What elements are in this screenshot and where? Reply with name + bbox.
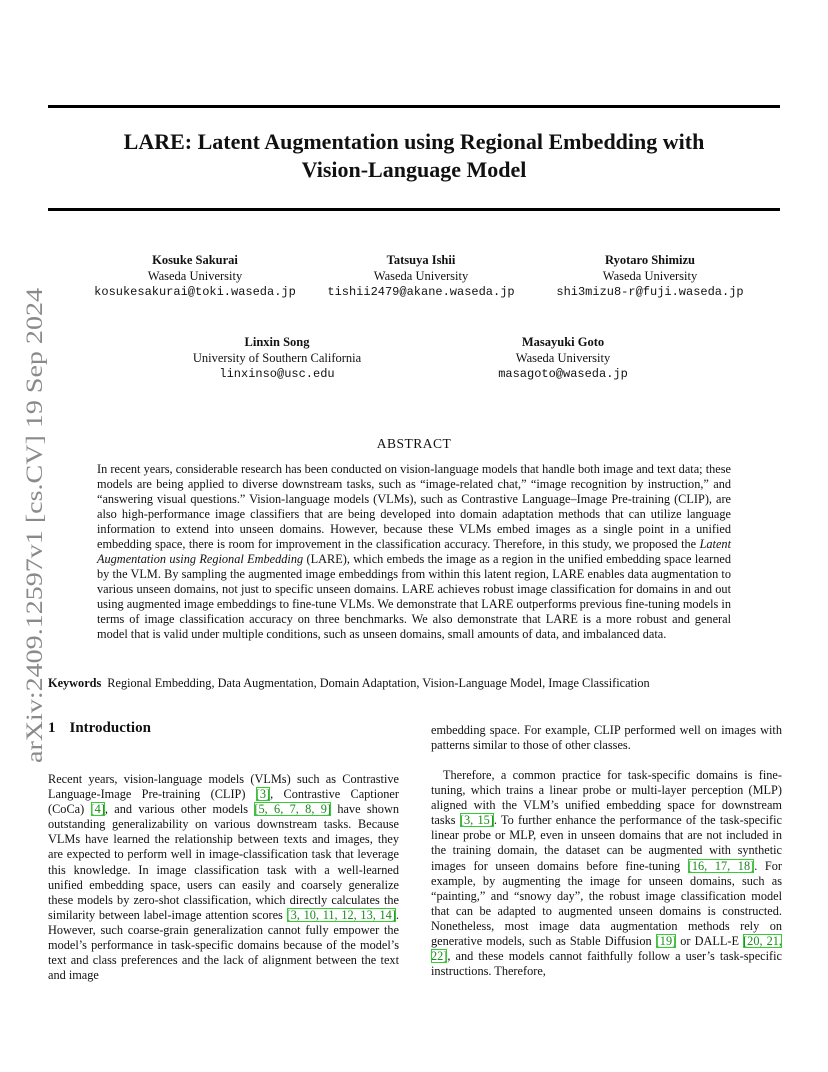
author-block bbox=[311, 252, 531, 300]
author-block bbox=[167, 334, 387, 382]
abstract-method-name: Latent Augmentation using Regional Embedding bbox=[97, 537, 731, 566]
author-affiliation: Waseda University bbox=[602, 269, 698, 283]
author-email[interactable]: masagoto@waseda.jp bbox=[498, 367, 628, 381]
author-name: Kosuke Sakurai bbox=[152, 253, 238, 267]
arxiv-stamp bbox=[12, 285, 52, 765]
section-title: Introduction bbox=[69, 720, 151, 736]
citation-link[interactable]: [19] bbox=[655, 934, 677, 949]
paragraph-text: Therefore, a common practice for task-specific domains is fine-tuning, which trains a linear probe or multi-layer perception (MLP) aligned with the VLM’s unified embedding space for downstream tasks bbox=[431, 768, 782, 828]
intro-paragraph bbox=[48, 772, 399, 983]
citation-link[interactable]: [16, 17, 18] bbox=[687, 858, 755, 873]
author-affiliation: Waseda University bbox=[373, 269, 469, 283]
paragraph-text: or DALL-E bbox=[676, 934, 744, 949]
keywords-line bbox=[48, 676, 780, 691]
author-email[interactable]: shi3mizu8-r@fuji.waseda.jp bbox=[556, 285, 744, 299]
author-name: Masayuki Goto bbox=[521, 335, 605, 349]
author-block bbox=[540, 252, 760, 300]
author-name: Linxin Song bbox=[244, 335, 310, 349]
author-affiliation: Waseda University bbox=[515, 351, 611, 365]
paragraph-text: , and these models cannot faithfully follow a user’s task-specific instructions. Therefore, bbox=[431, 949, 782, 979]
abstract-body bbox=[97, 462, 731, 642]
paragraph-text: Recent years, vision-language models (VLMs) such as Contrastive Language-Image Pre-training (CLIP) bbox=[48, 772, 399, 802]
top-rule bbox=[48, 105, 780, 108]
title-bottom-rule bbox=[48, 208, 780, 211]
author-email[interactable]: kosukesakurai@toki.waseda.jp bbox=[94, 285, 296, 299]
abstract-heading: ABSTRACT bbox=[376, 436, 452, 451]
citation-link[interactable]: [4] bbox=[90, 802, 105, 817]
title-line-2: Vision-Language Model bbox=[301, 157, 527, 182]
paragraph-text: have shown outstanding generalizability on various downstream tasks. Because VLMs have learned the relationship between texts and images, they are expected to perform well in image-classification task that leverage this knowledge. In image classification task with a well-learned unified embedding space, users can easily and coarsely generalize these models by zero-shot classification, which directly calculates the similarity between label-image attention scores bbox=[48, 802, 399, 922]
paragraph-text: , and various other models bbox=[104, 802, 255, 817]
abstract-text-part: (LARE), which embeds the image as a region in the unified embedding space learned by the VLM. By sampling the augmented image embeddings from within this latent region, LARE enables data augmentation to various unseen domains, not just to specific unseen domains. LARE achieves robust image classification for domains in and out using augmented image embeddings to fine-tune VLMs. We demonstrate that LARE outperforms previous fine-tuning models in terms of image classification accuracy on three benchmarks. We also demonstrate that LARE is a more robust and general model that is valid under multiple conditions, such as unseen domains, small amounts of data, and imbalanced data. bbox=[97, 552, 732, 641]
author-name: Ryotaro Shimizu bbox=[605, 253, 695, 267]
arxiv-stamp-text: arXiv:2409.12597v1 [cs.CV] 19 Sep 2024 bbox=[22, 373, 47, 763]
author-email[interactable]: tishii2479@akane.waseda.jp bbox=[327, 285, 515, 299]
paragraph-text: . For example, by augmenting the image for unseen domains, such as “painting,” and “snowy day”, the robust image classification model that can be adapted to augmented unseen domains is constructed. Nonetheless, most image data augmentation methods rely on generative models, such as Stable Diffusion bbox=[431, 858, 782, 949]
citation-link[interactable]: [3, 15] bbox=[459, 813, 494, 828]
intro-paragraph: embedding space. For example, CLIP performed well on images with patterns similar to those of other classes. bbox=[431, 723, 782, 753]
keywords-list: Regional Embedding, Data Augmentation, Domain Adaptation, Vision-Language Model, Image Classification bbox=[107, 676, 650, 690]
title-line-1: LARE: Latent Augmentation using Regional Embedding with bbox=[123, 129, 705, 154]
author-affiliation: University of Southern California bbox=[192, 351, 362, 365]
author-affiliation: Waseda University bbox=[147, 269, 243, 283]
paragraph-text: , Contrastive Captioner (CoCa) bbox=[48, 787, 399, 817]
paragraph-text: . To further enhance the performance of the task-specific linear probe or MLP, even in unseen domains that are not included in the training domain, the dataset can be augmented with synthetic images for unseen domains before fine-tuning bbox=[431, 813, 782, 873]
author-name: Tatsuya Ishii bbox=[386, 253, 456, 267]
section-heading bbox=[48, 720, 151, 737]
keywords-label: Keywords bbox=[48, 676, 102, 690]
section-number: 1 bbox=[48, 720, 56, 736]
citation-link[interactable]: [3] bbox=[255, 787, 271, 802]
paragraph-text: . However, such coarse-grain generalization cannot fully empower the model’s performance in task-specific domains because of the model’s text and class preferences and the lack of alignment between the text and image bbox=[48, 907, 399, 983]
abstract-text-part: In recent years, considerable research has been conducted on vision-language models that handle both image and text data; these models are being applied to diverse downstream tasks, such as “image-related chat,” “image recognition by instruction,” and “answering visual questions.” Vision-language models (VLMs), such as Contrastive Language–Image Pre-training (CLIP), are also high-performance image classifiers that are being developed into domain adaptation methods that can utilize language information to extend into unseen domains. However, because these VLMs embed images as a single point in a unified embedding space, there is room for improvement in the classification accuracy. Therefore, in this study, we proposed the bbox=[97, 462, 731, 551]
paper-title bbox=[48, 128, 780, 184]
citation-link[interactable]: [20, 21, 22] bbox=[431, 934, 782, 964]
author-block bbox=[473, 334, 653, 382]
citation-link[interactable]: [3, 10, 11, 12, 13, 14] bbox=[286, 907, 396, 922]
author-block bbox=[80, 252, 310, 300]
citation-link[interactable]: [5, 6, 7, 8, 9] bbox=[254, 802, 331, 817]
intro-paragraph bbox=[431, 768, 782, 979]
author-email[interactable]: linxinso@usc.edu bbox=[219, 367, 335, 381]
